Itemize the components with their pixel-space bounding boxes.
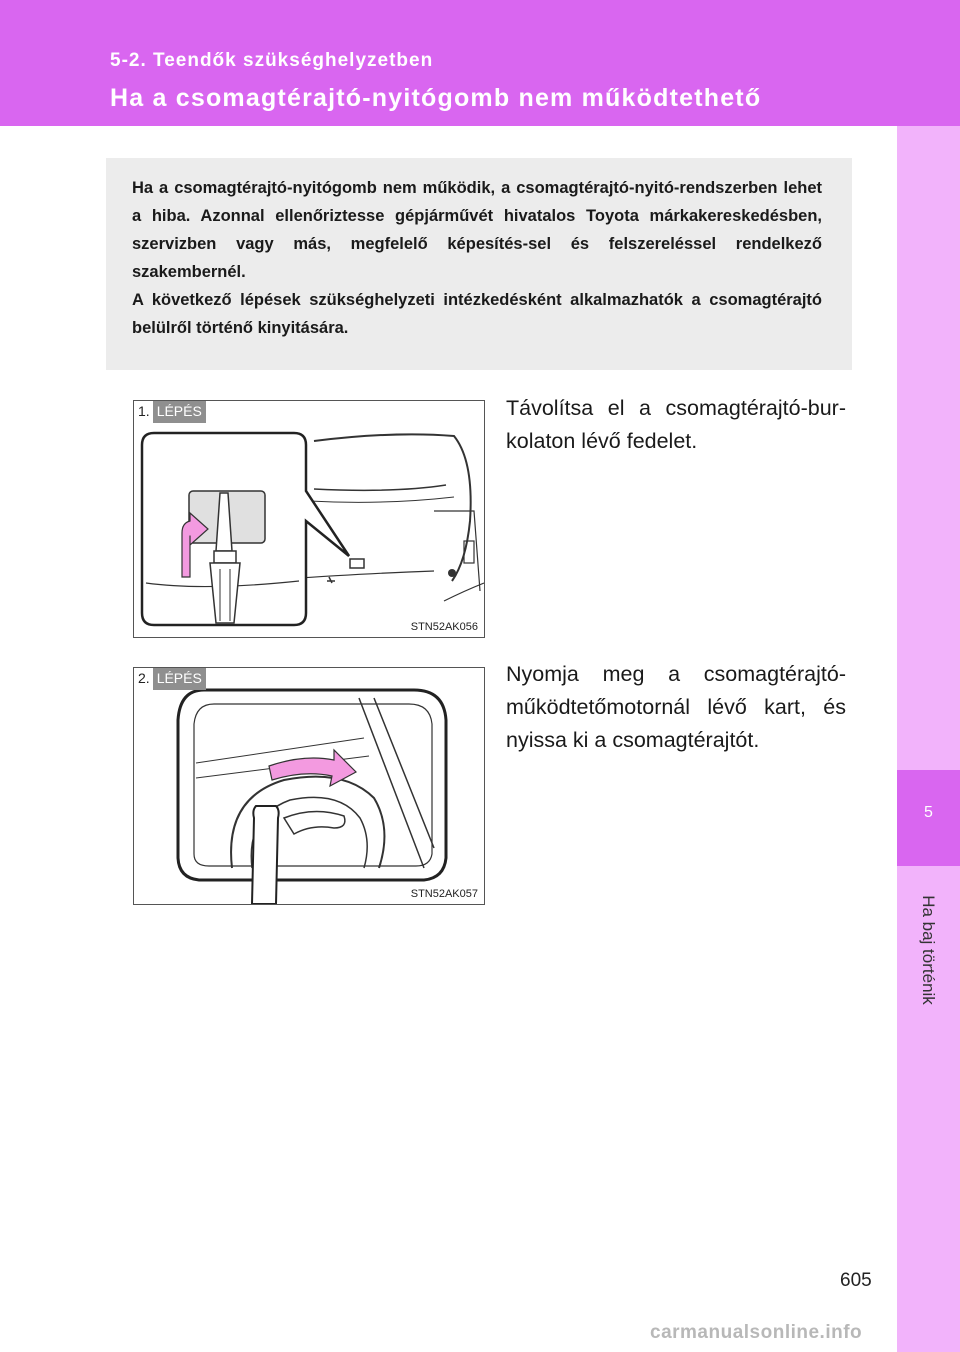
- step-2-figure: [133, 667, 485, 905]
- intro-paragraph-1: Ha a csomagtérajtó-nyitógomb nem működik, a csomagtérajtó-nyitó-rendszerben lehet a hiba. Azonnal ellenőriztesse gépjárművét hivatalos Toyota márkakereskedésben, szervizben vagy más, megfelelő képesítés-sel és felszereléssel rendelkező szakembernél.: [132, 179, 822, 281]
- side-tab-number[interactable]: 5: [924, 804, 933, 821]
- step-1-figure-code: STN52AK056: [410, 621, 478, 633]
- intro-box: [106, 158, 852, 370]
- tailgate-cover-illustration: [134, 401, 485, 638]
- section-title: 5-2. Teendők szükséghelyzetben: [110, 50, 434, 71]
- step-1-number: 1.: [134, 401, 153, 423]
- step-2-number: 2.: [134, 668, 153, 690]
- step-2-badge: [134, 668, 206, 690]
- page-number: 605: [840, 1270, 872, 1291]
- step-2-text: Nyomja meg a csomagtérajtó-működtetőmotornál lévő kart, és nyissa ki a csomagtérajtót.: [506, 662, 846, 752]
- lever-illustration: [134, 668, 485, 905]
- step-2-figure-code: STN52AK057: [410, 888, 478, 900]
- step-1-text: Távolítsa el a csomagtérajtó-bur-kolaton lévő fedelet.: [506, 396, 846, 453]
- step-1-badge: [134, 401, 206, 423]
- step-1-badge-label: LÉPÉS: [153, 401, 206, 423]
- intro-paragraph-2: A következő lépések szükséghelyzeti intézkedésként alkalmazhatók a csomagtérajtó belülről történő kinyitására.: [132, 291, 822, 337]
- step-2-badge-label: LÉPÉS: [153, 668, 206, 690]
- page-title: Ha a csomagtérajtó-nyitógomb nem működtethető: [110, 84, 762, 112]
- watermark: carmanualsonline.info: [650, 1322, 863, 1343]
- chapter-header: [0, 0, 960, 126]
- step-1-figure: [133, 400, 485, 638]
- side-tab-label[interactable]: Ha baj történik: [919, 895, 938, 1005]
- side-tab-strip: [897, 126, 960, 1352]
